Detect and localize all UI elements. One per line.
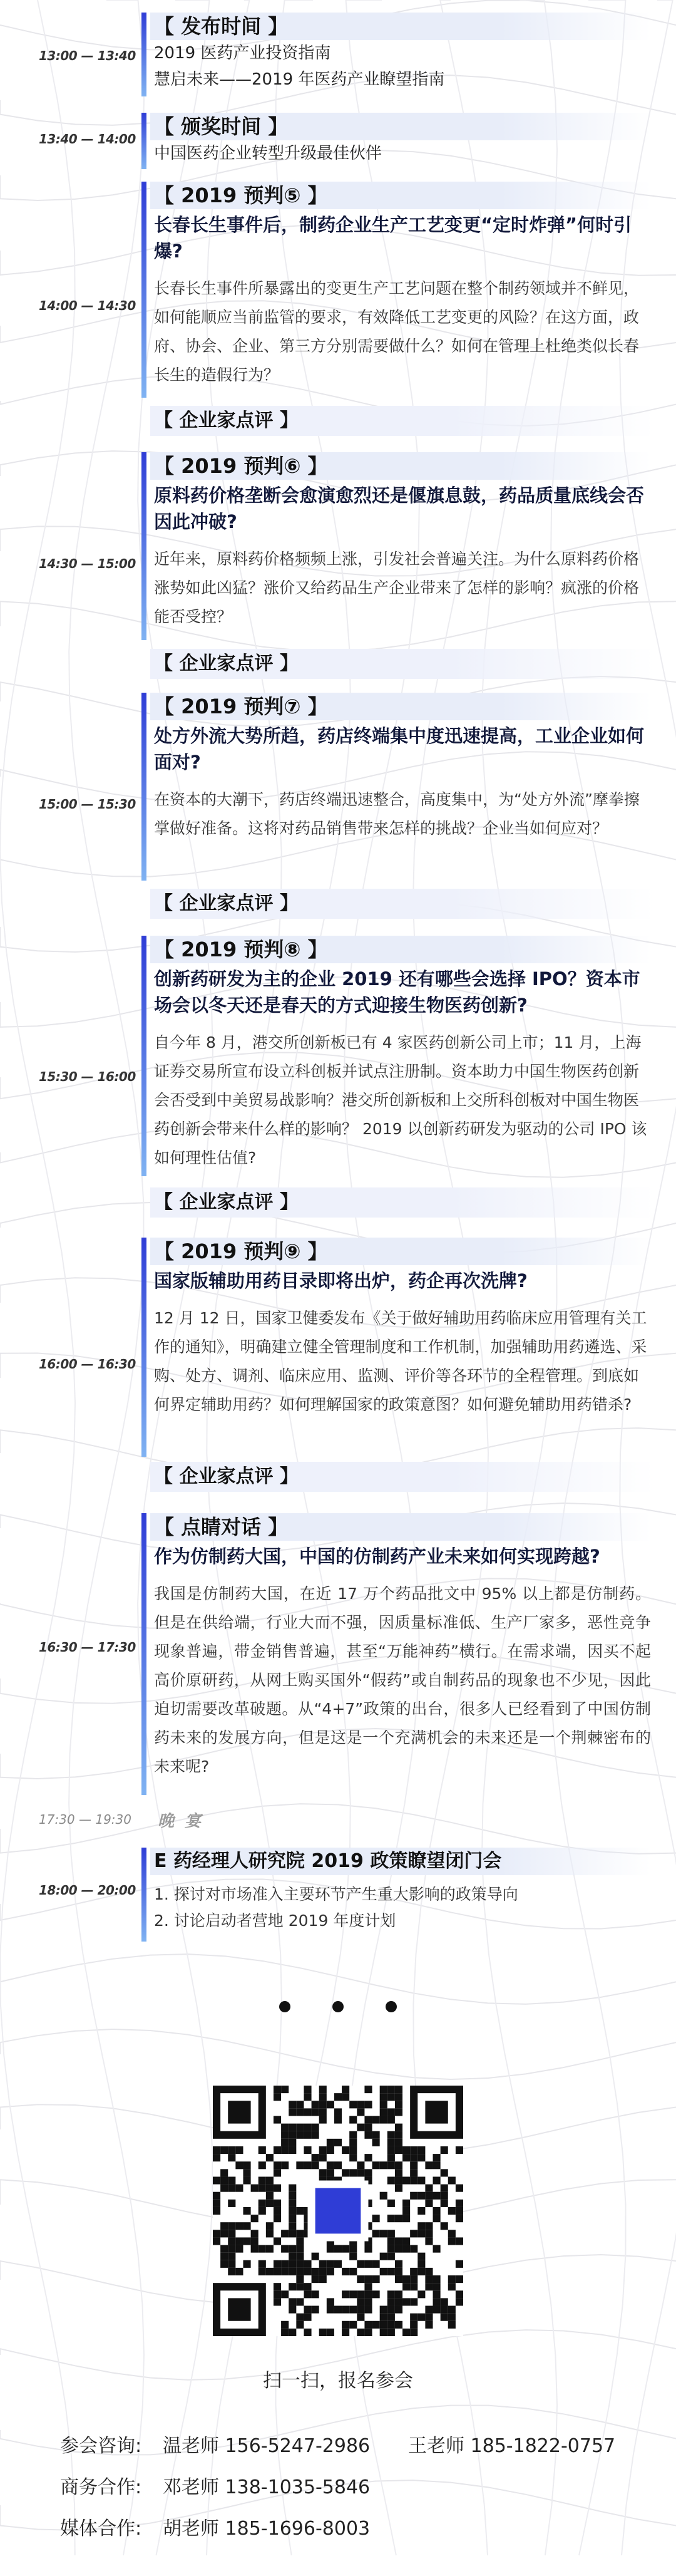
- prediction-description: 长春长生事件所暴露出的变更生产工艺问题在整个制药领域并不鲜见，如何能顺应当前监管的要求，有效降低工艺变更的风险？在这方面，政府、协会、企业、第三方分别需要做什么？如何在管理上杜绝类似长春长生的造假行为？: [154, 279, 640, 384]
- accent-bar: [141, 936, 146, 1176]
- consult-contact-2: 王老师 185-1822-0757: [408, 2435, 616, 2457]
- accent-bar: [141, 13, 146, 96]
- consult-contact-1: 温老师 156-5247-2986: [163, 2435, 371, 2457]
- schedule-release: [150, 13, 651, 96]
- schedule-line: 2019 医药产业投资指南: [154, 44, 331, 63]
- prediction-5: [150, 182, 651, 398]
- section-heading: 【 2019 预判⑨ 】: [150, 1238, 651, 1265]
- schedule-award: [150, 113, 651, 169]
- prediction-description: 我国是仿制药大国，在近 17 万个药品批文中 95% 以上都是仿制药。但是在供给端，行业大而不强，因质量标准低、生产厂家多，恶性竞争现象普遍，带金销售普遍，甚至“万能神药”横行。在需求端，因买不起高价原研药，从网上购买国外“假药”或自制药品的现象也不少见，因此迫切需要改革破题。从“4+7”政策的出台，很多人已经看到了中国仿制药未来的发展方向，但是这是一个充满机会的未来还是一个荆棘密布的未来呢?: [154, 1585, 651, 1776]
- schedule-line: 中国医药企业转型升级最佳伙伴: [154, 144, 382, 163]
- entrepreneur-review-heading: 【 企业家点评 】: [150, 406, 655, 436]
- media-contact: 胡老师 185-1696-8003: [163, 2518, 371, 2540]
- time-slot: 18:00 — 20:00: [39, 1883, 136, 1898]
- prediction-question: 处方外流大势所趋，药店终端集中度迅速提高，工业企业如何面对?: [154, 725, 645, 773]
- prediction-question: 国家版辅助用药目录即将出炉，药企再次洗牌?: [154, 1270, 528, 1291]
- time-slot: 16:30 — 17:30: [39, 1640, 136, 1655]
- dot: [386, 2001, 397, 2012]
- closing-meeting: [150, 1848, 651, 1942]
- time-slot: 14:30 — 15:00: [39, 556, 136, 571]
- prediction-6: [150, 452, 651, 640]
- time-slot: 13:40 — 14:00: [39, 132, 136, 147]
- ellipsis-separator: [0, 2001, 676, 2020]
- section-heading: 【 颁奖时间 】: [150, 113, 651, 140]
- entrepreneur-review-heading: 【 企业家点评 】: [150, 889, 655, 919]
- accent-bar: [141, 1238, 146, 1457]
- accent-bar: [141, 182, 146, 398]
- section-heading: 【 2019 预判⑦ 】: [150, 693, 651, 720]
- section-heading: 【 点睛对话 】: [150, 1513, 651, 1541]
- section-heading: 【 2019 预判⑥ 】: [150, 452, 651, 480]
- time-slot: 15:30 — 16:00: [39, 1069, 136, 1084]
- prediction-question: 长春长生事件后，制药企业生产工艺变更“定时炸弹”何时引爆?: [154, 214, 632, 262]
- section-heading: E 药经理人研究院 2019 政策瞭望闭门会: [150, 1848, 651, 1875]
- prediction-description: 12 月 12 日，国家卫健委发布《关于做好辅助用药临床应用管理有关工作的通知》，明确建立健全管理制度和工作机制，加强辅助用药遴选、采购、处方、调剂、临床应用、监测、评价等各环节的全程管理。到底如何界定辅助用药？如何理解国家的政策意图？如何避免辅助用药错杀?: [154, 1309, 647, 1414]
- schedule-line: 慧启未来——2019 年医药产业瞭望指南: [154, 70, 445, 89]
- list-item: 1. 探讨对市场准入主要环节产生重大影响的政策导向: [154, 1885, 518, 1903]
- section-heading: 【 2019 预判⑧ 】: [150, 936, 651, 963]
- prediction-8: [150, 936, 651, 1176]
- section-heading: 【 2019 预判⑤ 】: [150, 182, 651, 209]
- consult-label: 参会咨询:: [60, 2435, 142, 2457]
- accent-bar: [141, 113, 146, 169]
- qr-caption: 扫一扫，报名参会: [263, 2370, 413, 2392]
- entrepreneur-review-heading: 【 企业家点评 】: [150, 1187, 655, 1218]
- media-label: 媒体合作:: [60, 2518, 142, 2540]
- dinner-label: 晚 宴: [158, 1812, 204, 1831]
- business-contact: 邓老师 138-1035-5846: [163, 2476, 371, 2498]
- time-slot: 14:00 — 14:30: [39, 298, 136, 313]
- prediction-question: 原料药价格垄断会愈演愈烈还是偃旗息鼓，药品质量底线会否因此冲破?: [154, 485, 645, 532]
- key-dialogue: [150, 1513, 651, 1795]
- dot: [279, 2001, 290, 2012]
- time-slot: 17:30 — 19:30: [39, 1812, 131, 1827]
- list-item: 2. 讨论启动者营地 2019 年度计划: [154, 1911, 396, 1930]
- accent-bar: [141, 1848, 146, 1942]
- time-slot: 13:00 — 13:40: [39, 48, 136, 63]
- prediction-9: [150, 1238, 651, 1457]
- section-heading: 【 发布时间 】: [150, 13, 651, 40]
- accent-bar: [141, 693, 146, 881]
- dot: [332, 2001, 344, 2012]
- entrepreneur-review-heading: 【 企业家点评 】: [150, 649, 655, 679]
- prediction-question: 作为仿制药大国，中国的仿制药产业未来如何实现跨越?: [154, 1546, 600, 1567]
- prediction-question: 创新药研发为主的企业 2019 还有哪些会选择 IPO？资本市场会以冬天还是春天的方式迎接生物医药创新?: [154, 968, 640, 1016]
- time-slot: 16:00 — 16:30: [39, 1357, 136, 1372]
- prediction-description: 在资本的大潮下，药店终端迅速整合，高度集中，为“处方外流”摩拳擦掌做好准备。这将对药品销售带来怎样的挑战？企业当如何应对？: [154, 790, 640, 837]
- prediction-description: 自今年 8 月，港交所创新板已有 4 家医药创新公司上市；11 月，上海证券交易所宣布设立科创板并试点注册制。资本助力中国生物医药创新会否受到中美贸易战影响？港交所创新板和上交所科创板对中国生物医药创新会带来什么样的影响？ 2019 以创新药研发为驱动的公司 IPO 该如何理性估值?: [154, 1033, 647, 1167]
- accent-bar: [141, 452, 146, 640]
- business-label: 商务合作:: [60, 2476, 142, 2498]
- accent-bar: [141, 1513, 146, 1795]
- entrepreneur-review-heading: 【 企业家点评 】: [150, 1462, 655, 1492]
- prediction-7: [150, 693, 651, 881]
- prediction-description: 近年来，原料药价格频频上涨，引发社会普遍关注。为什么原料药价格涨势如此凶猛？涨价又给药品生产企业带来了怎样的影响？疯涨的价格能否受控？: [154, 550, 640, 626]
- time-slot: 15:00 — 15:30: [39, 797, 136, 812]
- qr-code-icon: [213, 2086, 463, 2336]
